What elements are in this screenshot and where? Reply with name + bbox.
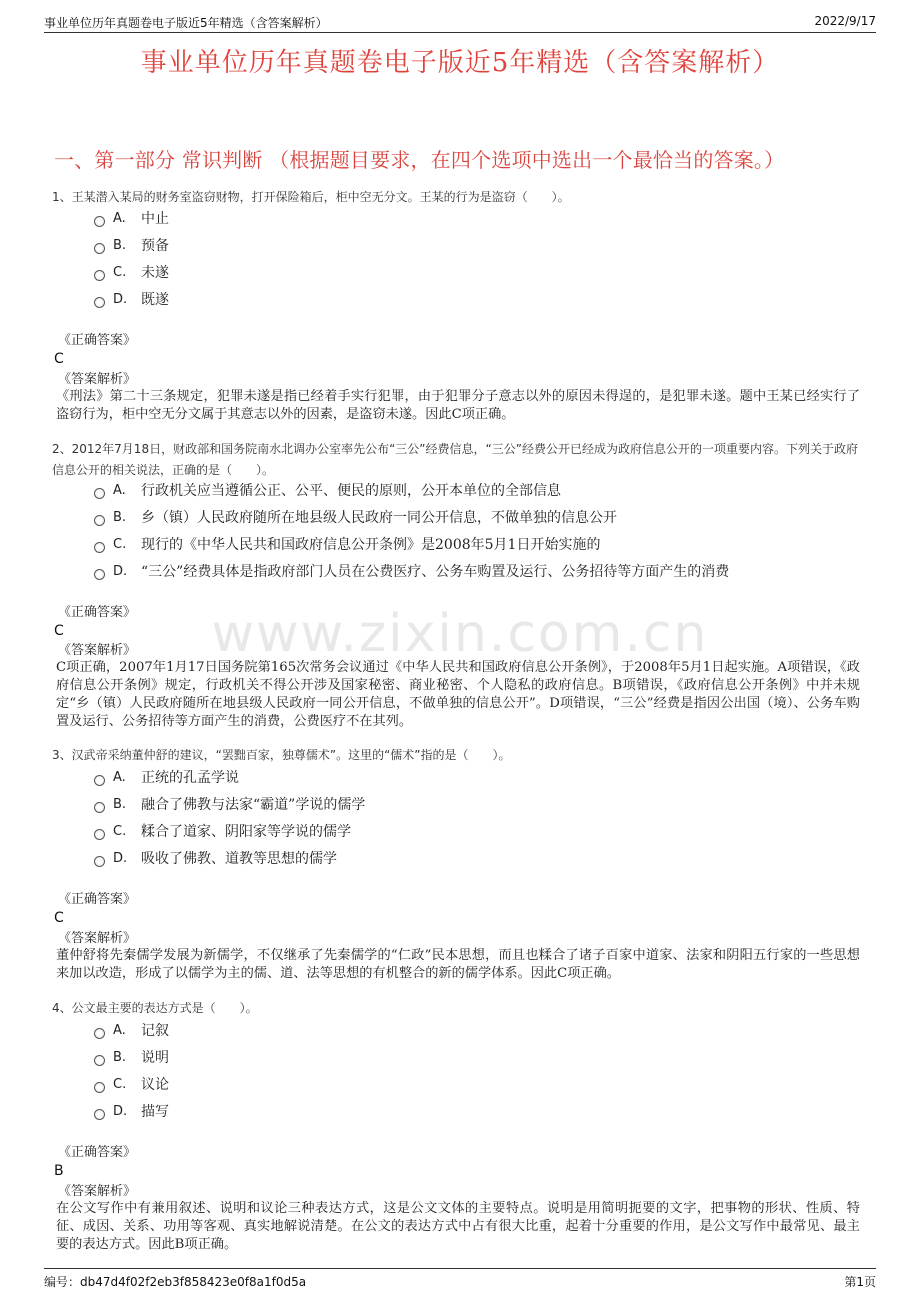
question-stem: 3、汉武帝采纳董仲舒的建议，“罢黜百家，独尊儒术”。这里的“儒术”指的是（ ）。: [52, 748, 511, 762]
option-text: 预备: [141, 238, 169, 254]
correct-answer: C: [54, 351, 64, 367]
option-letter: D.: [113, 291, 128, 307]
radio-icon[interactable]: [94, 243, 105, 254]
page-header: [44, 10, 876, 33]
radio-icon[interactable]: [94, 542, 105, 553]
option-row[interactable]: [94, 847, 337, 869]
option-letter: D.: [113, 563, 128, 579]
page-footer: [44, 1268, 876, 1289]
option-row[interactable]: [94, 479, 561, 501]
option-letter: A.: [113, 482, 126, 498]
option-text: 融合了佛教与法家“霸道”学说的儒学: [141, 797, 366, 813]
option-letter: A.: [113, 1022, 126, 1038]
option-letter: D.: [113, 850, 128, 866]
radio-icon[interactable]: [94, 1055, 105, 1066]
option-row[interactable]: [94, 506, 617, 528]
option-letter: B.: [113, 796, 127, 812]
option-row[interactable]: [94, 533, 600, 555]
radio-icon[interactable]: [94, 775, 105, 786]
option-text: 现行的《中华人民共和国政府信息公开条例》是2008年5月1日开始实施的: [141, 537, 601, 553]
option-text: 中止: [141, 211, 169, 227]
option-text: 描写: [141, 1104, 169, 1120]
radio-icon[interactable]: [94, 297, 105, 308]
radio-icon[interactable]: [94, 856, 105, 867]
header-date: 2022/9/17: [814, 14, 876, 28]
answer-label: 《正确答案》: [58, 1145, 137, 1160]
option-row[interactable]: [94, 288, 169, 310]
option-row[interactable]: [94, 766, 239, 788]
answer-label: 《正确答案》: [58, 605, 137, 620]
option-text: 乡（镇）人民政府随所在地县级人民政府一同公开信息，不做单独的信息公开: [141, 510, 617, 526]
radio-icon[interactable]: [94, 1109, 105, 1120]
answer-label: 《正确答案》: [58, 333, 137, 348]
page-title: 事业单位历年真题卷电子版近5年精选（含答案解析）: [140, 48, 780, 78]
option-text: 行政机关应当遵循公正、公平、便民的原则，公开本单位的全部信息: [141, 483, 561, 499]
radio-icon[interactable]: [94, 515, 105, 526]
question-stem: 1、王某潜入某局的财务室盗窃财物，打开保险箱后，柜中空无分文。王某的行为是盗窃（ ）。: [52, 190, 570, 204]
option-text: 说明: [141, 1050, 169, 1066]
option-text: 记叙: [141, 1023, 169, 1039]
radio-icon[interactable]: [94, 216, 105, 227]
option-text: 糅合了道家、阴阳家等学说的儒学: [141, 824, 351, 840]
option-row[interactable]: [94, 560, 729, 582]
option-text: 吸收了佛教、道教等思想的儒学: [141, 851, 337, 867]
option-text: 议论: [141, 1077, 169, 1093]
option-row[interactable]: [94, 207, 169, 229]
correct-answer: C: [54, 623, 64, 639]
correct-answer: C: [54, 910, 64, 926]
section-heading: 一、第一部分 常识判断 （根据题目要求，在四个选项中选出一个最恰当的答案。）: [54, 148, 785, 172]
option-letter: C.: [113, 264, 127, 280]
footer-page-number: 第1页: [844, 1275, 876, 1289]
option-row[interactable]: [94, 234, 169, 256]
header-doc-title: 事业单位历年真题卷电子版近5年精选（含答案解析）: [44, 16, 328, 30]
question-stem: 4、公文最主要的表达方式是（ ）。: [52, 1001, 258, 1015]
option-letter: C.: [113, 1076, 127, 1092]
option-text: 既遂: [141, 292, 169, 308]
answer-analysis: 在公文写作中有兼用叙述、说明和议论三种表达方式，这是公文文体的主要特点。说明是用简明扼要的文字，把事物的形状、性质、特征、成因、关系、功用等客观、真实地解说清楚。在公文的表达方式中占有很大比重，起着十分重要的作用，是公文写作中最常见、最主要的表达方式。因此B项正确。: [56, 1201, 860, 1252]
answer-analysis: 董仲舒将先秦儒学发展为新儒学，不仅继承了先秦儒学的“仁政”民本思想，而且也糅合了诸子百家中道家、法家和阴阳五行家的一些思想来加以改造，形成了以儒学为主的儒、道、法等思想的有机整合的新的儒学体系。因此C项正确。: [56, 948, 860, 981]
analysis-label: 《答案解析》: [58, 931, 137, 946]
footer-doc-id: 编号：db47d4f02f2eb3f858423e0f8a1f0d5a: [44, 1275, 307, 1289]
option-letter: A.: [113, 769, 126, 785]
radio-icon[interactable]: [94, 1082, 105, 1093]
watermark: www.zixin.com.cn: [211, 604, 709, 664]
radio-icon[interactable]: [94, 1028, 105, 1039]
analysis-label: 《答案解析》: [58, 643, 137, 658]
analysis-label: 《答案解析》: [58, 1184, 137, 1199]
radio-icon[interactable]: [94, 569, 105, 580]
option-row[interactable]: [94, 1100, 169, 1122]
option-letter: A.: [113, 210, 126, 226]
option-letter: C.: [113, 536, 127, 552]
radio-icon[interactable]: [94, 270, 105, 281]
option-text: 正统的孔孟学说: [141, 770, 239, 786]
option-row[interactable]: [94, 793, 365, 815]
option-letter: D.: [113, 1103, 128, 1119]
option-letter: B.: [113, 237, 127, 253]
analysis-label: 《答案解析》: [58, 372, 137, 387]
correct-answer: B: [54, 1163, 64, 1179]
answer-analysis: C项正确，2007年1月17日国务院第165次常务会议通过《中华人民共和国政府信息公开条例》，于2008年5月1日起实施。A项错误，《政府信息公开条例》规定，行政机关不得公开涉及国家秘密、商业秘密、个人隐私的政府信息。B项错误，《政府信息公开条例》中并未规定“乡（镇）人民政府随所在地县级人民政府一同公开信息，不做单独的信息公开”。D项错误，“三公”经费是指因公出国（境）、公务车购置及运行、公务招待等方面产生的消费，公费医疗不在其列。: [56, 660, 860, 729]
option-letter: B.: [113, 509, 127, 525]
option-letter: C.: [113, 823, 127, 839]
option-row[interactable]: [94, 1046, 169, 1068]
radio-icon[interactable]: [94, 829, 105, 840]
option-text: “三公”经费具体是指政府部门人员在公费医疗、公务车购置及运行、公务招待等方面产生的消费: [141, 564, 730, 580]
option-row[interactable]: [94, 1019, 169, 1041]
option-row[interactable]: [94, 820, 351, 842]
radio-icon[interactable]: [94, 488, 105, 499]
radio-icon[interactable]: [94, 802, 105, 813]
option-row[interactable]: [94, 261, 169, 283]
option-text: 未遂: [141, 265, 169, 281]
option-row[interactable]: [94, 1073, 169, 1095]
question-stem: 2、2012年7月18日，财政部和国务院南水北调办公室率先公布“三公”经费信息，“三公”经费公开已经成为政府信息公开的一项重要内容。下列关于政府信息公开的相关说法，正确的是（ ）。: [52, 442, 858, 477]
answer-analysis: 《刑法》第二十三条规定，犯罪未遂是指已经着手实行犯罪，由于犯罪分子意志以外的原因未得逞的，是犯罪未遂。题中王某已经实行了盗窃行为，柜中空无分文属于其意志以外的因素，是盗窃未遂。因此C项正确。: [56, 389, 860, 422]
option-letter: B.: [113, 1049, 127, 1065]
answer-label: 《正确答案》: [58, 892, 137, 907]
